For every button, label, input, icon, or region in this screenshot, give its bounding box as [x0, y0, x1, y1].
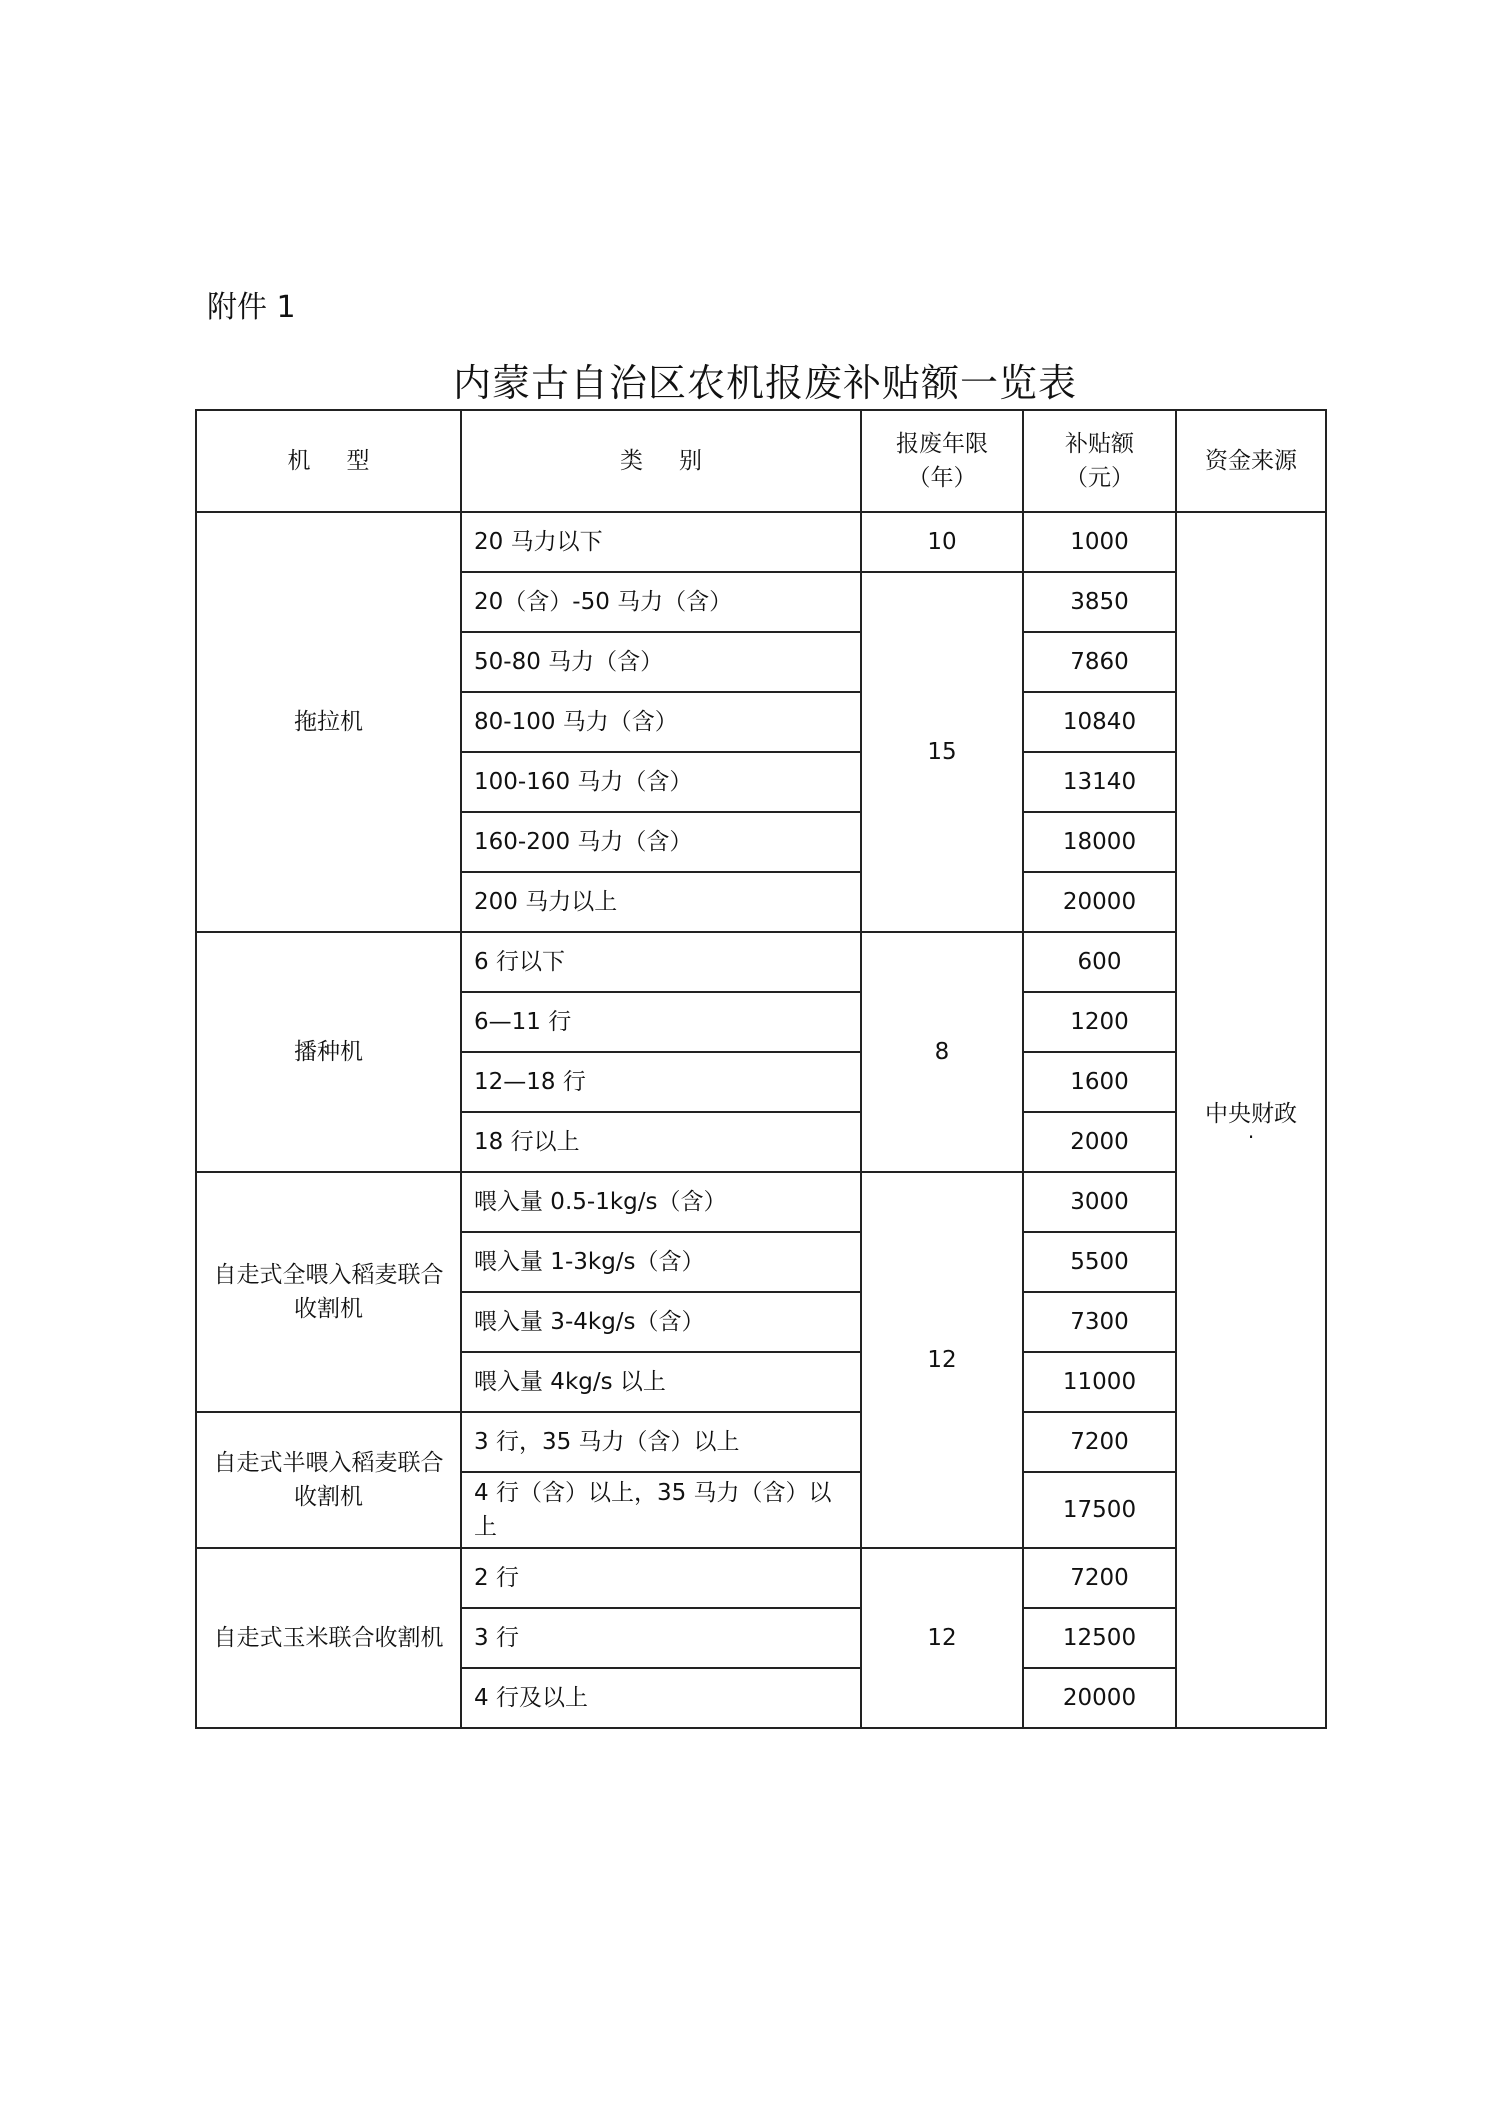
document-title: 内蒙古自治区农机报废补贴额一览表 [452, 361, 1077, 405]
category-cell: 2 行 [461, 1548, 861, 1608]
table-row [196, 1548, 1326, 1608]
subsidy-table [195, 409, 1327, 1729]
category-cell: 3 行，35 马力（含）以上 [461, 1412, 861, 1472]
subsidy-cell: 3000 [1023, 1172, 1176, 1232]
subsidy-cell: 17500 [1023, 1472, 1176, 1548]
years-cell: 15 [861, 572, 1023, 932]
header-category: 类别 [461, 410, 861, 512]
model-cell: 播种机 [196, 932, 461, 1172]
category-cell: 4 行（含）以上，35 马力（含）以上 [461, 1472, 861, 1548]
subsidy-cell: 20000 [1023, 1668, 1176, 1728]
subsidy-cell: 13140 [1023, 752, 1176, 812]
category-cell: 18 行以上 [461, 1112, 861, 1172]
header-years: 报废年限 （年） [861, 410, 1023, 512]
funding-cell: 中央财政 · [1176, 512, 1326, 1728]
model-cell: 自走式全喂入稻麦联合收割机 [196, 1172, 461, 1412]
category-cell: 4 行及以上 [461, 1668, 861, 1728]
category-cell: 160-200 马力（含） [461, 812, 861, 872]
category-cell: 20（含）-50 马力（含） [461, 572, 861, 632]
subsidy-cell: 1600 [1023, 1052, 1176, 1112]
model-cell: 自走式玉米联合收割机 [196, 1548, 461, 1728]
category-cell: 喂入量 3-4kg/s（含） [461, 1292, 861, 1352]
category-cell: 喂入量 1-3kg/s（含） [461, 1232, 861, 1292]
category-cell: 3 行 [461, 1608, 861, 1668]
subsidy-cell: 600 [1023, 932, 1176, 992]
category-cell: 200 马力以上 [461, 872, 861, 932]
subsidy-cell: 7300 [1023, 1292, 1176, 1352]
years-cell: 10 [861, 512, 1023, 572]
subsidy-cell: 1000 [1023, 512, 1176, 572]
category-cell: 6 行以下 [461, 932, 861, 992]
years-cell: 12 [861, 1172, 1023, 1548]
subsidy-cell: 12500 [1023, 1608, 1176, 1668]
subsidy-cell: 2000 [1023, 1112, 1176, 1172]
category-cell: 20 马力以下 [461, 512, 861, 572]
table-row [196, 1412, 1326, 1472]
subsidy-cell: 10840 [1023, 692, 1176, 752]
header-funding: 资金来源 [1176, 410, 1326, 512]
category-cell: 50-80 马力（含） [461, 632, 861, 692]
category-cell: 12—18 行 [461, 1052, 861, 1112]
subsidy-cell: 5500 [1023, 1232, 1176, 1292]
model-cell: 拖拉机 [196, 512, 461, 932]
header-subsidy: 补贴额 （元） [1023, 410, 1176, 512]
category-cell: 喂入量 4kg/s 以上 [461, 1352, 861, 1412]
model-cell: 自走式半喂入稻麦联合收割机 [196, 1412, 461, 1548]
category-cell: 6—11 行 [461, 992, 861, 1052]
subsidy-cell: 18000 [1023, 812, 1176, 872]
header-model: 机型 [196, 410, 461, 512]
category-cell: 喂入量 0.5-1kg/s（含） [461, 1172, 861, 1232]
years-cell: 8 [861, 932, 1023, 1172]
table-row [196, 1172, 1326, 1232]
subsidy-cell: 20000 [1023, 872, 1176, 932]
subsidy-cell: 1200 [1023, 992, 1176, 1052]
attachment-label: 附件 1 [207, 290, 296, 325]
subsidy-cell: 11000 [1023, 1352, 1176, 1412]
header-row [196, 410, 1326, 512]
category-cell: 80-100 马力（含） [461, 692, 861, 752]
table-row [196, 932, 1326, 992]
years-cell: 12 [861, 1548, 1023, 1728]
table-row [196, 512, 1326, 572]
subsidy-cell: 3850 [1023, 572, 1176, 632]
category-cell: 100-160 马力（含） [461, 752, 861, 812]
subsidy-cell: 7200 [1023, 1548, 1176, 1608]
subsidy-cell: 7200 [1023, 1412, 1176, 1472]
subsidy-cell: 7860 [1023, 632, 1176, 692]
